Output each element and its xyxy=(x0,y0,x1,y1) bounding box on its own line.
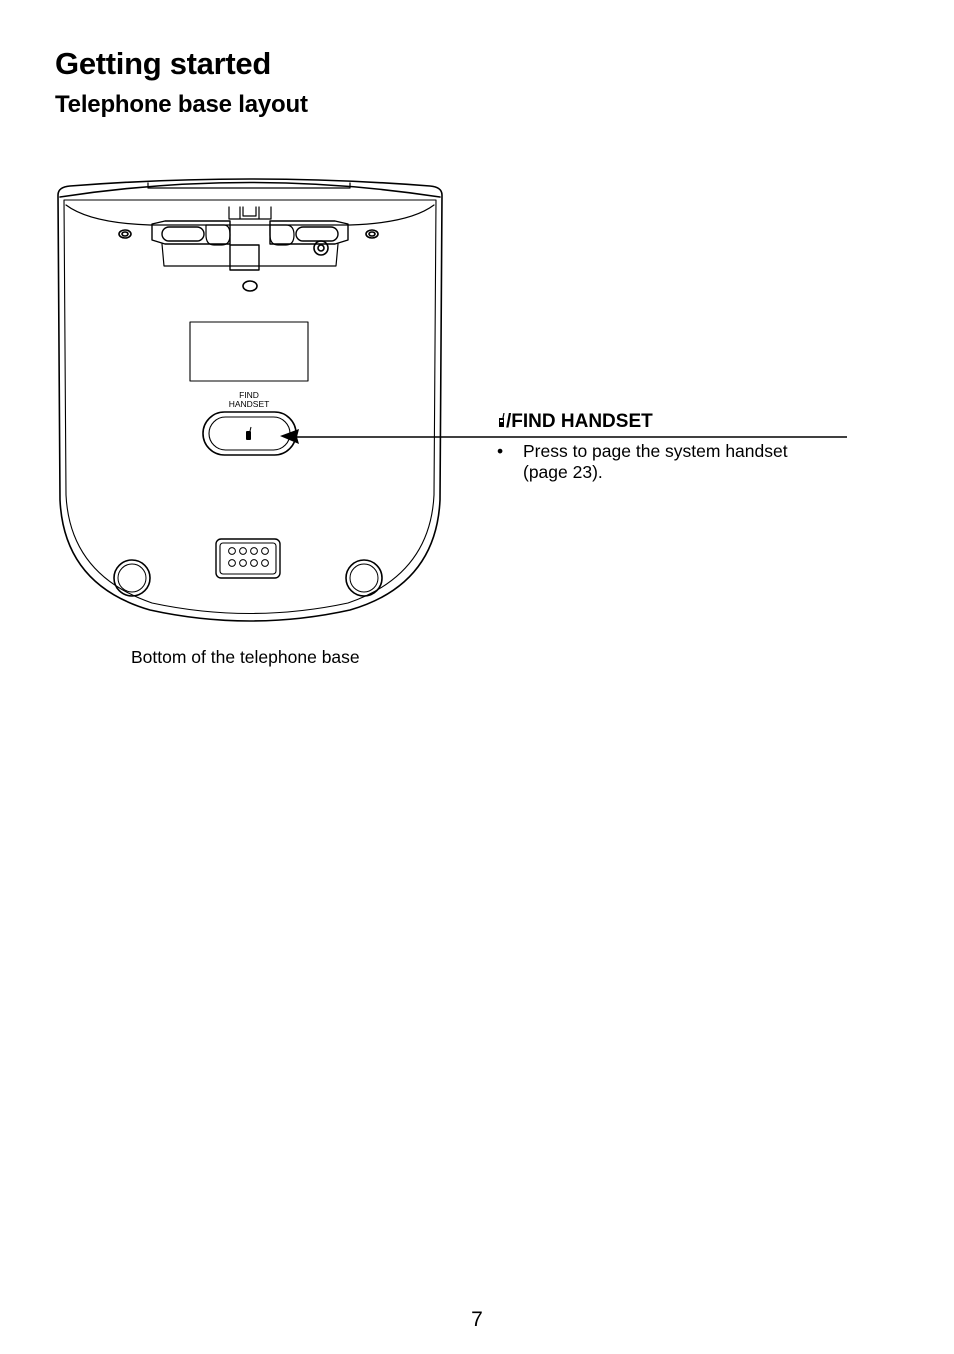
button-handset-icon xyxy=(246,427,251,440)
page-number: 7 xyxy=(471,1308,483,1331)
callout-bullets xyxy=(497,441,827,483)
callout-title-text: /FIND HANDSET xyxy=(506,411,653,432)
diagram-caption: Bottom of the telephone base xyxy=(131,647,360,667)
button-label-line1: FIND xyxy=(239,390,259,400)
button-label-line2: HANDSET xyxy=(228,399,270,409)
handset-icon xyxy=(498,412,505,426)
page-title: Getting started xyxy=(55,46,271,81)
section-title: Telephone base layout xyxy=(55,91,308,118)
callout-title xyxy=(498,411,653,433)
bullet-item: • Press to page the system handset (page 23). xyxy=(497,441,827,483)
